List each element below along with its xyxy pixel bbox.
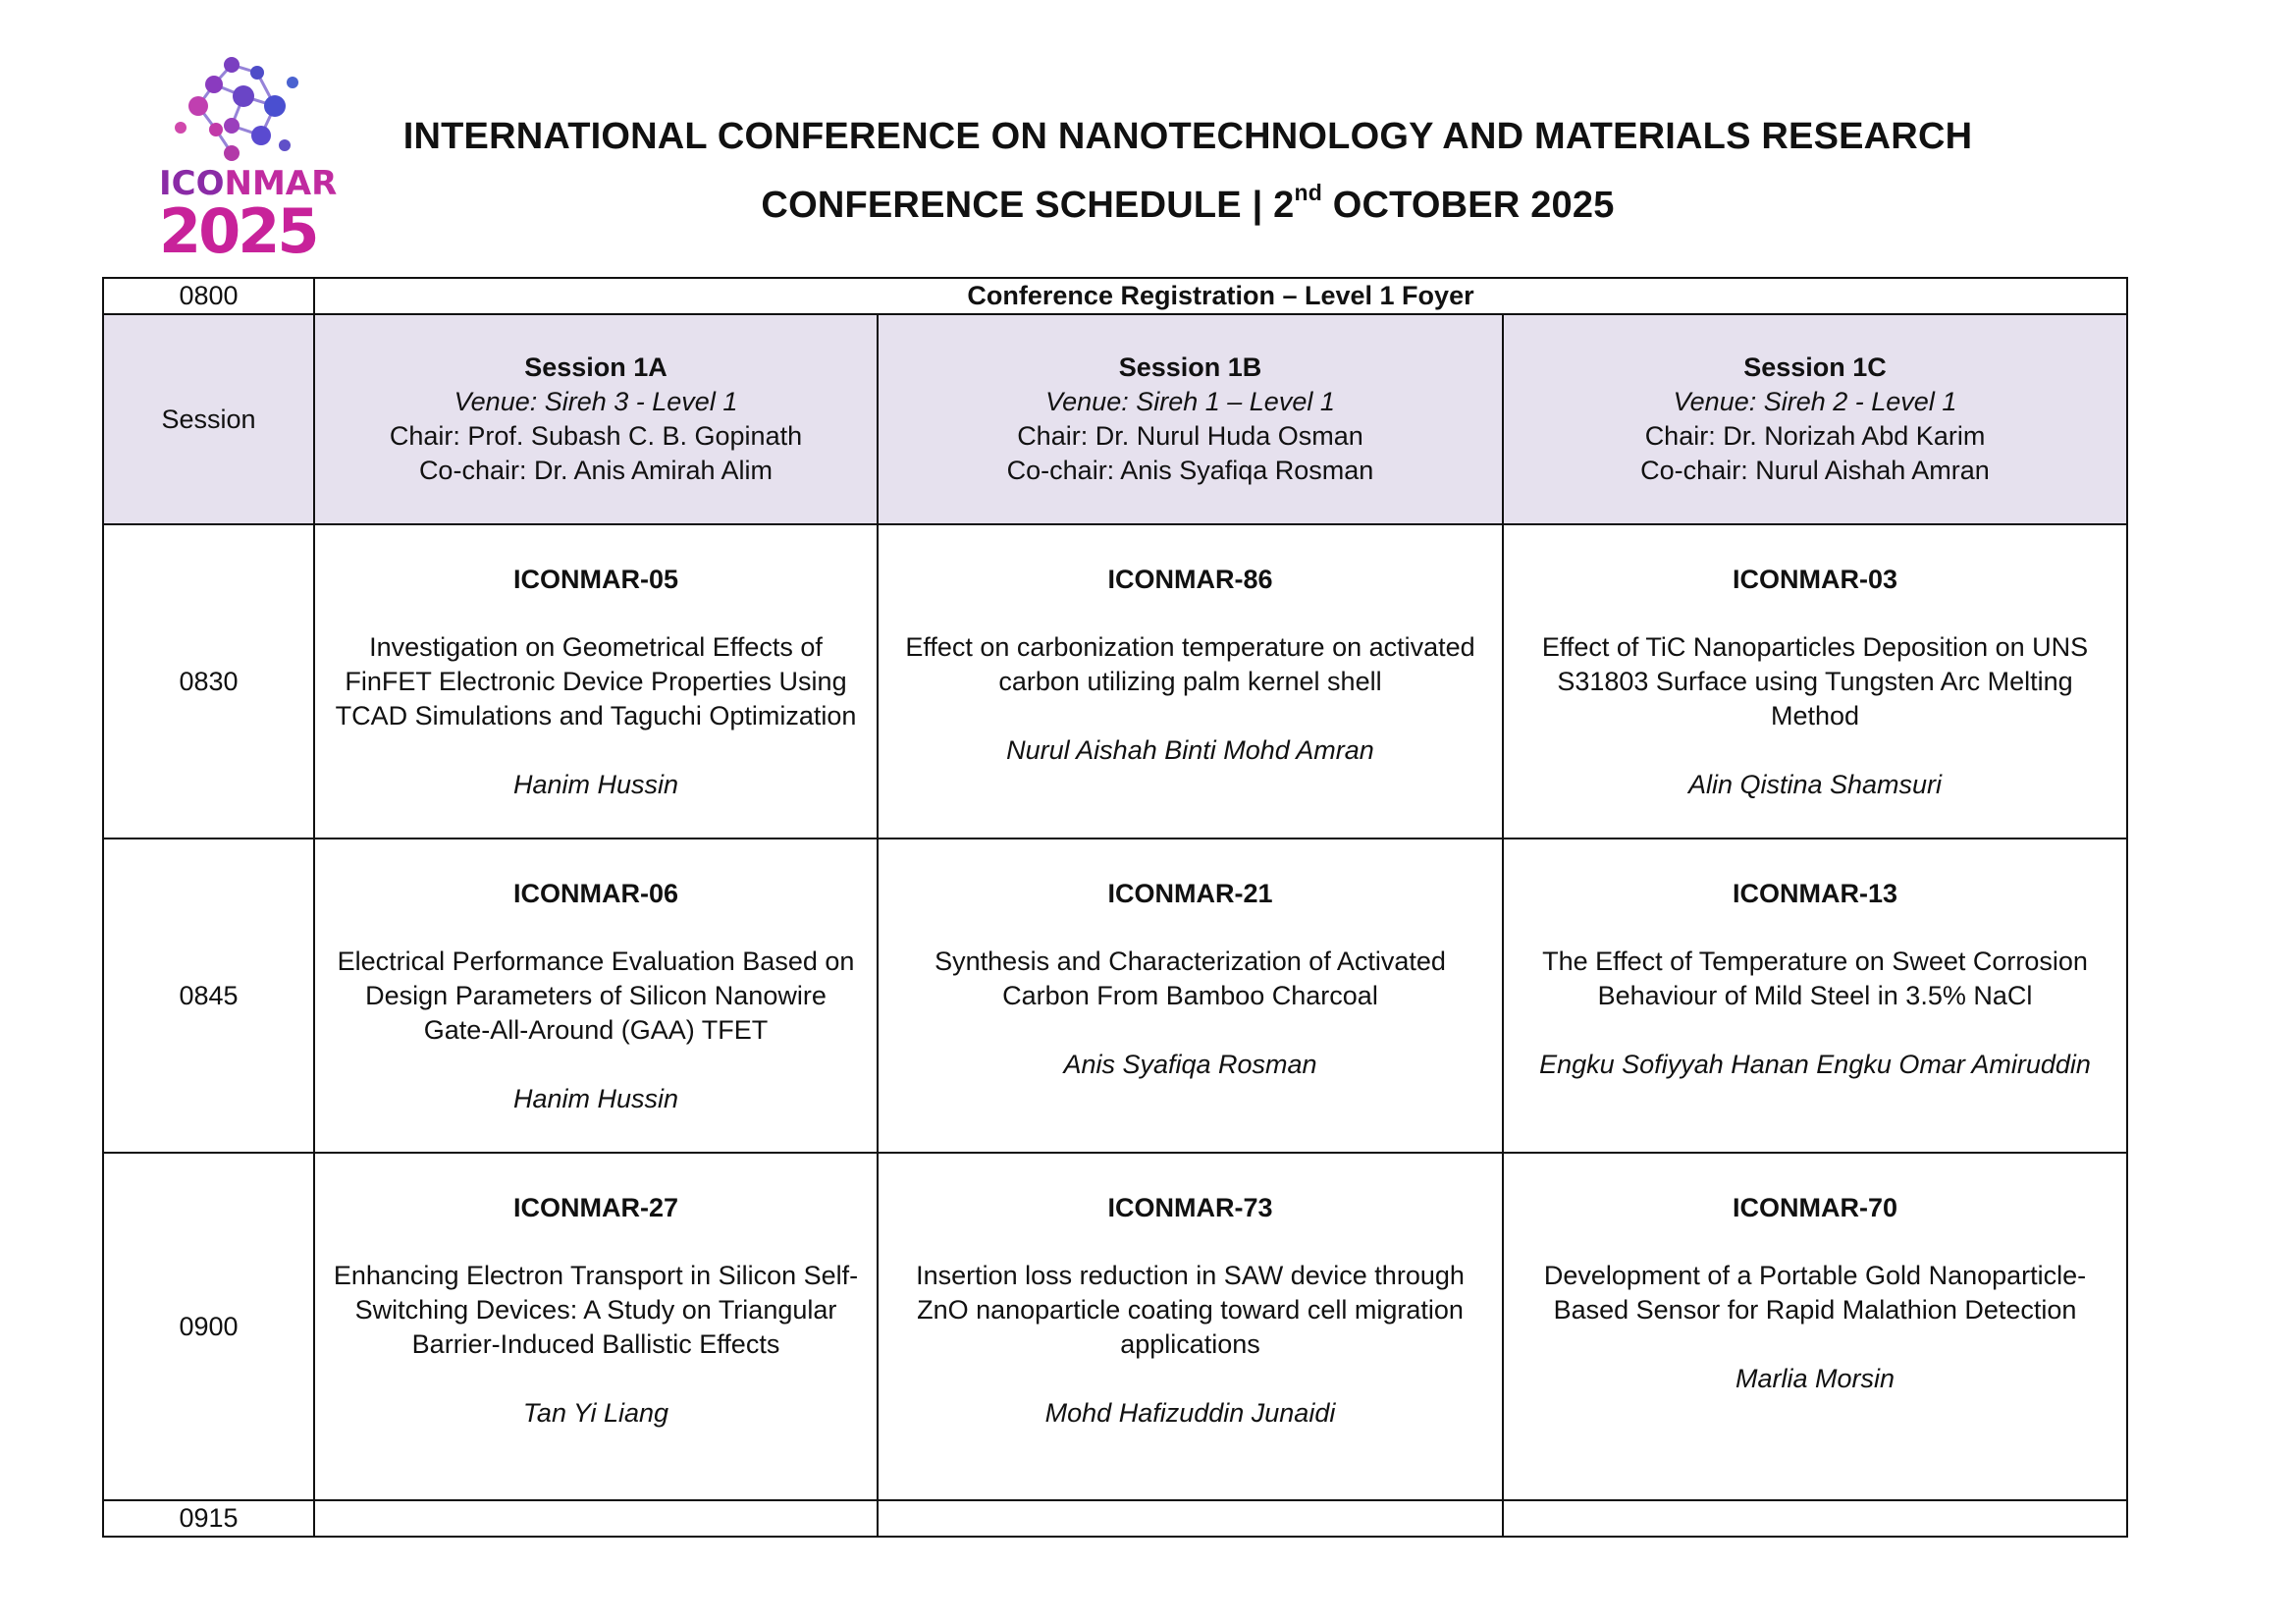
paper-cell	[878, 1153, 1503, 1500]
empty-cell	[878, 1500, 1503, 1537]
session-name: Session 1A	[524, 352, 667, 382]
session-venue: Venue: Sireh 3 - Level 1	[454, 387, 738, 416]
paper-id: ICONMAR-13	[1733, 879, 1898, 908]
paper-cell	[1503, 1153, 2127, 1500]
paper-author: Anis Syafiqa Rosman	[1063, 1050, 1317, 1079]
session-name: Session 1B	[1118, 352, 1262, 382]
registration-label: Conference Registration – Level 1 Foyer	[314, 278, 2127, 314]
session-header-row	[103, 314, 2127, 524]
paper-author: Marlia Morsin	[1735, 1364, 1896, 1393]
paper-title: The Effect of Temperature on Sweet Corrosion Behaviour of Mild Steel in 3.5% NaCl	[1542, 947, 2088, 1010]
session-name: Session 1C	[1743, 352, 1887, 382]
registration-row	[103, 278, 2127, 314]
paper-author: Mohd Hafizuddin Junaidi	[1044, 1398, 1336, 1428]
session-cochair: Co-chair: Nurul Aishah Amran	[1640, 456, 1990, 485]
session-chair: Chair: Dr. Norizah Abd Karim	[1644, 421, 1986, 451]
end-row	[103, 1500, 2127, 1537]
schedule-table	[102, 277, 2128, 1538]
session-cochair: Co-chair: Anis Syafiqa Rosman	[1006, 456, 1374, 485]
session-chair: Chair: Dr. Nurul Huda Osman	[1017, 421, 1363, 451]
paper-cell	[1503, 524, 2127, 839]
paper-author: Alin Qistina Shamsuri	[1687, 770, 1943, 799]
paper-author: Hanim Hussin	[512, 1084, 679, 1113]
schedule-subtitle: CONFERENCE SCHEDULE | 2nd OCTOBER 2025	[761, 180, 1615, 226]
paper-cell	[314, 839, 878, 1153]
paper-id: ICONMAR-86	[1107, 565, 1273, 594]
paper-author: Tan Yi Liang	[522, 1398, 669, 1428]
session-venue: Venue: Sireh 1 – Level 1	[1045, 387, 1335, 416]
logo-year: 2025	[159, 195, 317, 267]
paper-id: ICONMAR-73	[1107, 1193, 1273, 1222]
empty-cell	[1503, 1500, 2127, 1537]
session-1b-header	[878, 314, 1503, 524]
paper-title: Effect on carbonization temperature on activated carbon utilizing palm kernel shell	[905, 632, 1475, 696]
paper-title: Insertion loss reduction in SAW device through ZnO nanoparticle coating toward cell migration applications	[916, 1261, 1465, 1359]
paper-id: ICONMAR-27	[512, 1193, 678, 1222]
session-cochair: Co-chair: Dr. Anis Amirah Alim	[418, 456, 774, 485]
paper-cell	[314, 524, 878, 839]
time-cell: 0900	[103, 1153, 314, 1500]
paper-id: ICONMAR-05	[512, 565, 678, 594]
paper-title: Electrical Performance Evaluation Based on Design Parameters of Silicon Nanowire Gate-All-Around (GAA) TFET	[337, 947, 855, 1045]
time-cell: 0830	[103, 524, 314, 839]
paper-id: ICONMAR-06	[512, 879, 678, 908]
paper-cell	[878, 524, 1503, 839]
paper-id: ICONMAR-70	[1733, 1193, 1898, 1222]
paper-author: Hanim Hussin	[512, 770, 679, 799]
paper-title: Enhancing Electron Transport in Silicon Self-Switching Devices: A Study on Triangular Barrier-Induced Ballistic Effects	[333, 1261, 859, 1359]
time-cell: 0800	[103, 278, 314, 314]
paper-id: ICONMAR-21	[1107, 879, 1273, 908]
session-venue: Venue: Sireh 2 - Level 1	[1673, 387, 1957, 416]
paper-author: Nurul Aishah Binti Mohd Amran	[1006, 735, 1374, 765]
paper-id: ICONMAR-03	[1733, 565, 1898, 594]
paper-author: Engku Sofiyyah Hanan Engku Omar Amiruddin	[1539, 1050, 2091, 1079]
paper-title: Effect of TiC Nanoparticles Deposition on UNS S31803 Surface using Tungsten Arc Melting Method	[1541, 632, 2089, 730]
paper-title: Investigation on Geometrical Effects of FinFET Electronic Device Properties Using TCAD Simulations and Taguchi Optimization	[335, 632, 857, 730]
empty-cell	[314, 1500, 878, 1537]
session-label: Session	[103, 314, 314, 524]
session-1c-header	[1503, 314, 2127, 524]
time-cell: 0845	[103, 839, 314, 1153]
paper-cell	[314, 1153, 878, 1500]
paper-cell	[878, 839, 1503, 1153]
conference-title: INTERNATIONAL CONFERENCE ON NANOTECHNOLOGY AND MATERIALS RESEARCH	[402, 116, 1973, 157]
time-slot-row	[103, 839, 2127, 1153]
time-slot-row	[103, 1153, 2127, 1500]
session-chair: Chair: Prof. Subash C. B. Gopinath	[389, 421, 803, 451]
time-slot-row	[103, 524, 2127, 839]
logo-wordmark: ICONMAR	[159, 164, 338, 203]
time-cell: 0915	[103, 1500, 314, 1537]
session-1a-header	[314, 314, 878, 524]
paper-cell	[1503, 839, 2127, 1153]
paper-title: Synthesis and Characterization of Activated Carbon From Bamboo Charcoal	[934, 947, 1446, 1010]
paper-title: Development of a Portable Gold Nanoparticle-Based Sensor for Rapid Malathion Detection	[1543, 1261, 2087, 1325]
